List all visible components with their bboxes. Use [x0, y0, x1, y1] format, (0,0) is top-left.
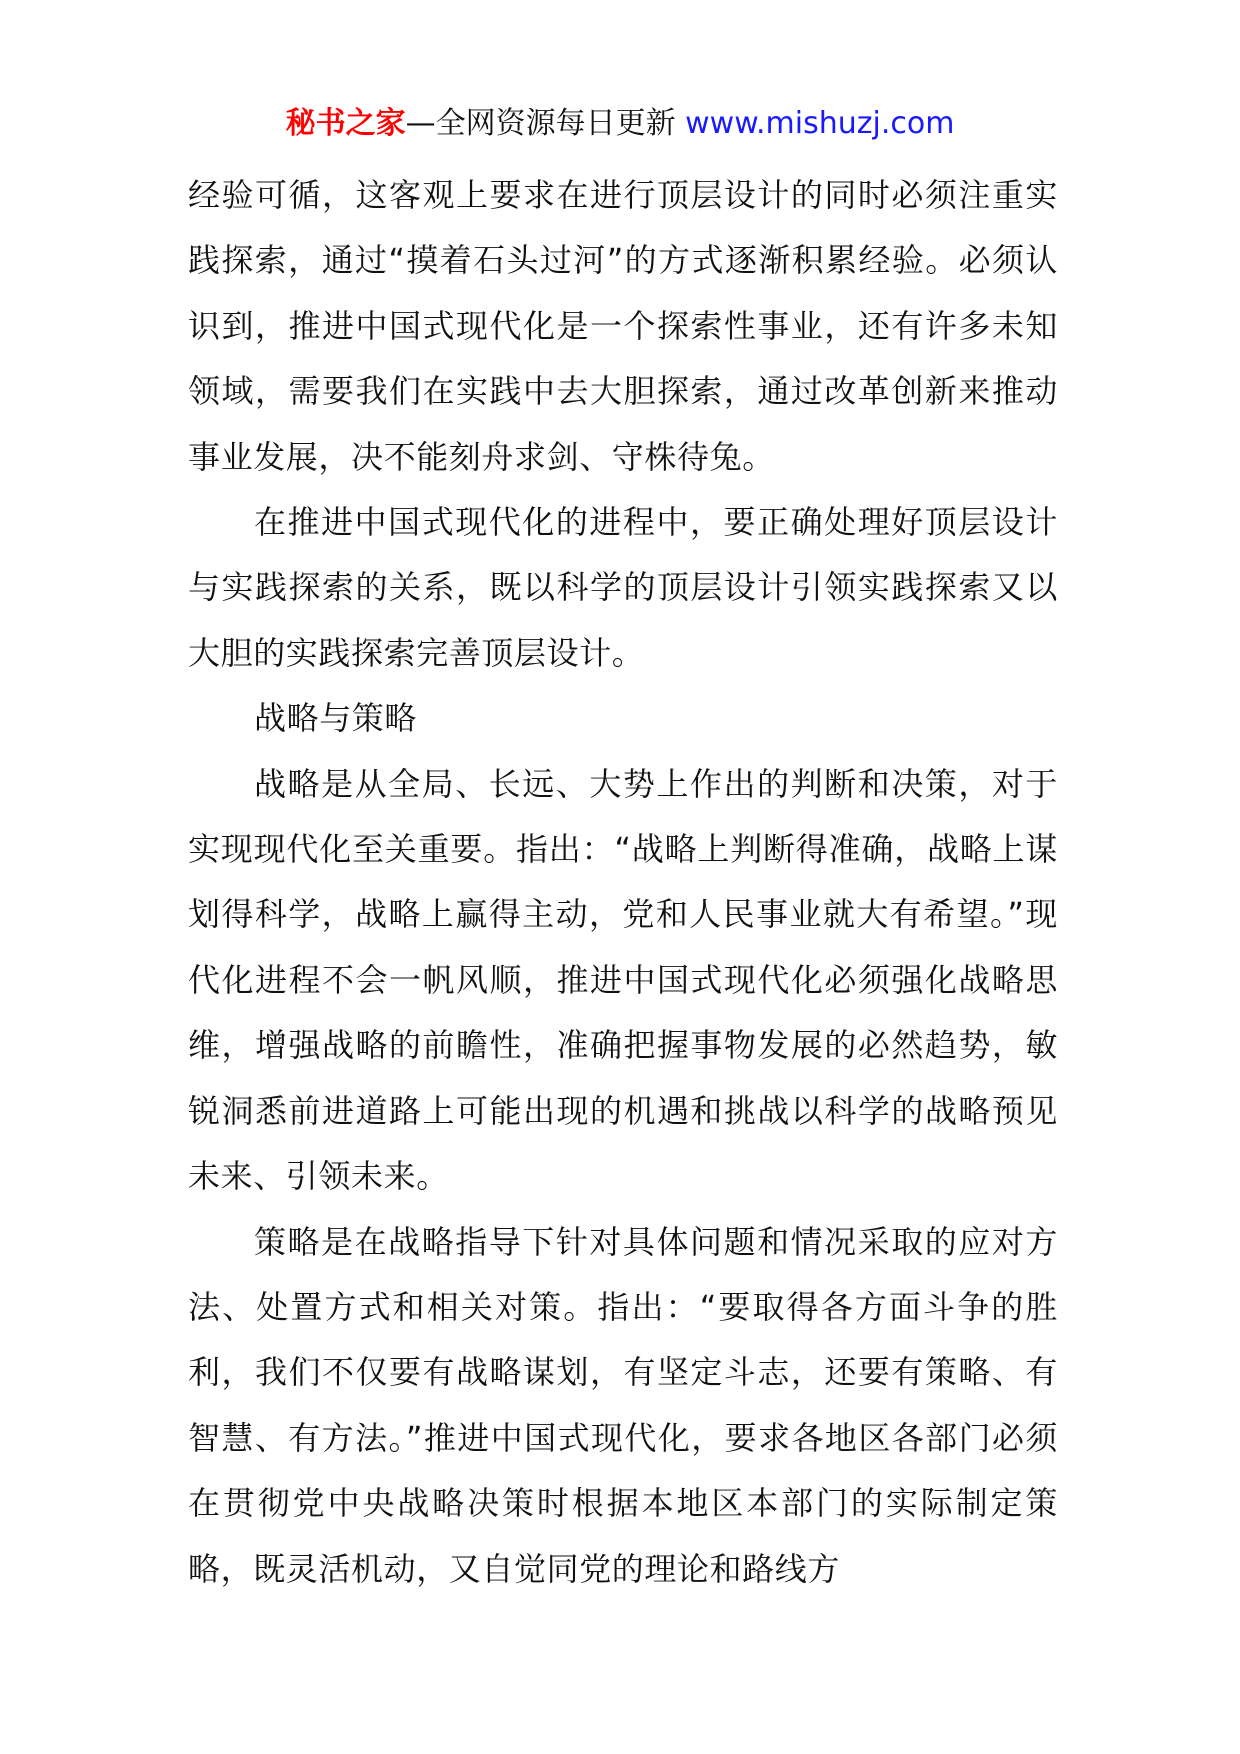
section-heading: 战略与策略: [254, 699, 418, 738]
site-header: [0, 100, 1240, 148]
paragraph: 策略是在战略指导下针对具体问题和情况采取的应对方法、处置方式和相关对策。指出：“要取得各方面斗争的胜利，我们不仅要有战略谋划，有坚定斗志，还要有策略、有智慧、有方法。”推进中国式现代化，要求各地区各部门必须在贯彻党中央战略决策时根据本地区本部门的实际制定策略，既灵活机动，又自觉同党的理论和路线方: [188, 1222, 1058, 1588]
paragraph-continued: 经验可循，这客观上要求在进行顶层设计的同时必须注重实践探索，通过“摸着石头过河”的方式逐渐积累经验。必须认识到，推进中国式现代化是一个探索性事业，还有许多未知领域，需要我们在实践中去大胆探索，通过改革创新来推动事业发展，决不能刻舟求剑、守株待兔。: [188, 176, 1058, 476]
paragraph: 在推进中国式现代化的进程中，要正确处理好顶层设计与实践探索的关系，既以科学的顶层设计引领实践探索又以大胆的实践探索完善顶层设计。: [188, 503, 1058, 672]
site-url-link[interactable]: www.mishuzj.com: [685, 106, 955, 141]
site-brand: 秘书之家: [285, 106, 406, 141]
document-body: [188, 163, 1058, 1602]
paragraph: 战略是从全局、长远、大势上作出的判断和决策，对于实现现代化至关重要。指出：“战略上判断得准确，战略上谋划得科学，战略上赢得主动，党和人民事业就大有希望。”现代化进程不会一帆风顺，推进中国式现代化必须强化战略思维，增强战略的前瞻性，准确把握事物发展的必然趋势，敏锐洞悉前进道路上可能出现的机遇和挑战以科学的战略预见未来、引领未来。: [188, 764, 1058, 1196]
site-tagline: —全网资源每日更新: [405, 106, 686, 141]
